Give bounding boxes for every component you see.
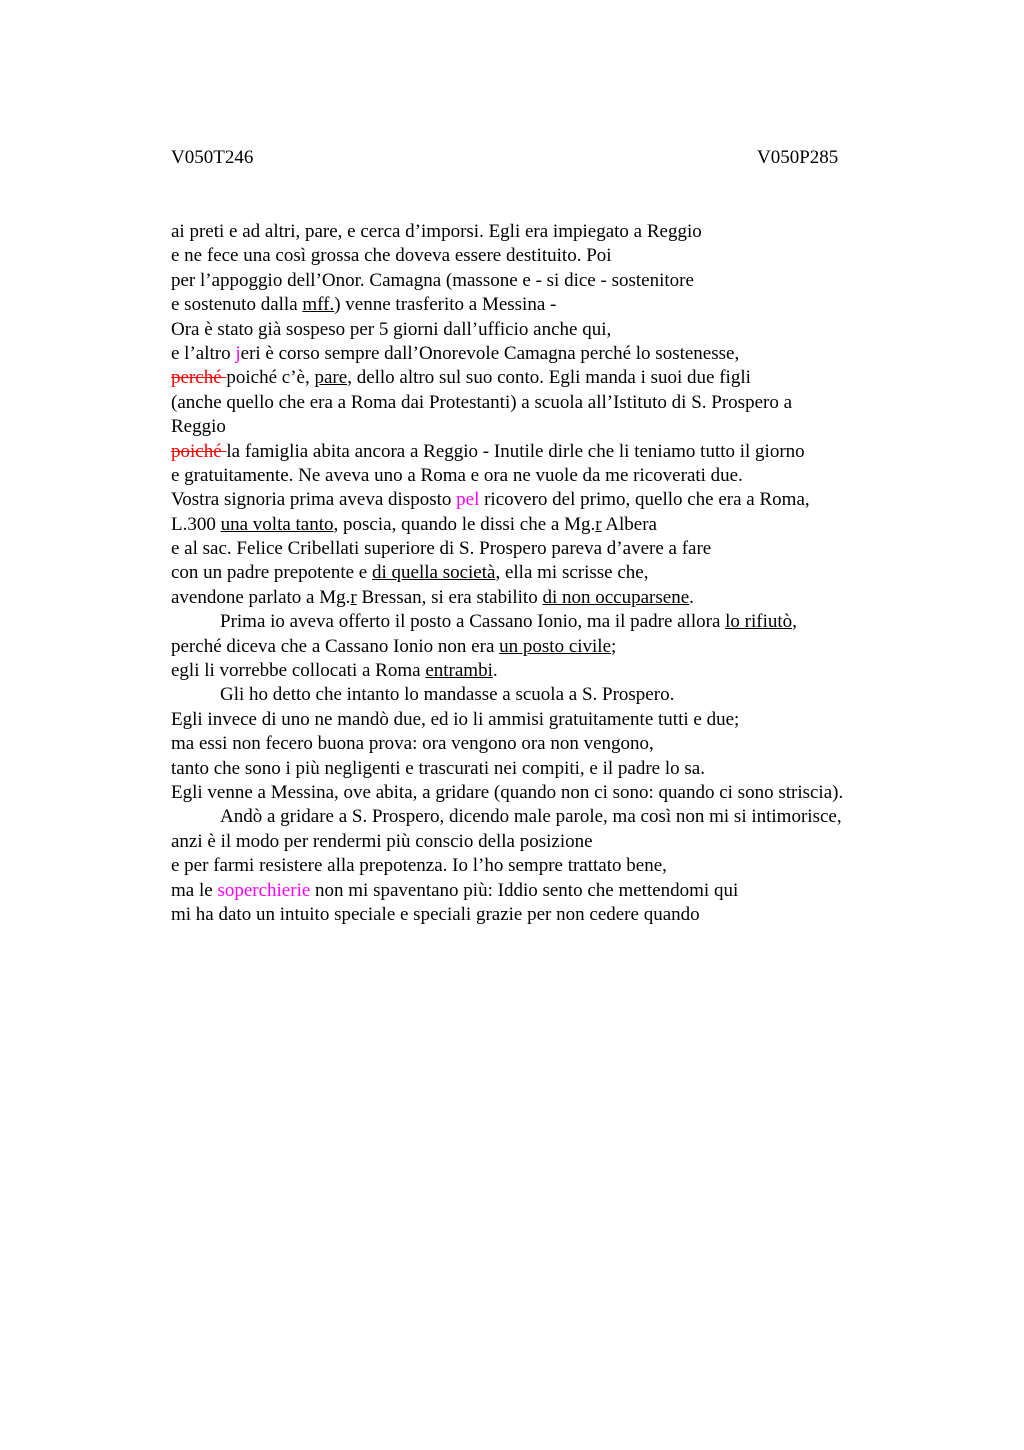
text-segment: Andò a gridare a S. Prospero, dicendo male parole, ma così non mi si intimorisce, <box>220 806 842 828</box>
text-line <box>171 708 1011 732</box>
text-segment: poiché c’è, <box>226 367 315 389</box>
text-segment: e al sac. Felice Cribellati superiore di S. Prospero pareva d’avere a fare <box>171 538 712 560</box>
text-segment: Reggio <box>171 416 226 438</box>
text-segment: avendone parlato a Mg. <box>171 586 351 608</box>
document-code-right: V050P285 <box>757 147 839 168</box>
text-segment: e per farmi resistere alla prepotenza. Io l’ho sempre trattato bene, <box>171 855 667 877</box>
text-line <box>171 391 1011 415</box>
text-line <box>171 757 1011 781</box>
text-line <box>171 269 1011 293</box>
text-segment: , ella mi scrisse che, <box>495 562 649 584</box>
text-segment: Gli ho detto che intanto lo mandasse a scuola a S. Prospero. <box>220 684 675 706</box>
highlighted-text: soperchierie <box>217 879 311 901</box>
text-segment: Egli venne a Messina, ove abita, a gridare (quando non ci sono: quando ci sono striscia). <box>171 781 844 803</box>
text-line <box>171 683 1011 707</box>
underlined-text: di non occuparsene <box>542 586 690 608</box>
text-line <box>171 488 1011 512</box>
underlined-text: r <box>595 513 602 535</box>
text-segment: Albera <box>601 513 657 535</box>
underlined-text: lo rifiutò <box>725 611 793 633</box>
text-segment: (anche quello che era a Roma dai Protestanti) a scuola all’Istituto di S. Prospero a <box>171 391 793 413</box>
text-segment: egli li vorrebbe collocati a Roma <box>171 660 426 682</box>
text-segment: , poscia, quando le dissi che a Mg. <box>333 513 596 535</box>
text-segment: Vostra signoria prima aveva disposto <box>171 489 457 511</box>
text-segment: , dello altro sul suo conto. Egli manda i suoi due figli <box>347 367 751 389</box>
text-segment: e ne fece una così grossa che doveva essere destituito. Poi <box>171 245 612 267</box>
text-segment: Bressan, si era stabilito <box>356 586 543 608</box>
highlighted-text: j <box>235 342 241 364</box>
text-line <box>171 830 1011 854</box>
transcription-body <box>171 220 1011 927</box>
text-line <box>171 318 1011 342</box>
text-line <box>171 879 1011 903</box>
underlined-text: mff. <box>302 294 335 316</box>
text-segment: e sostenuto dalla <box>171 294 303 316</box>
text-line <box>171 781 1011 805</box>
text-line <box>171 805 1011 829</box>
text-line <box>171 903 1011 927</box>
text-segment: ai preti e ad altri, pare, e cerca d’imporsi. Egli era impiegato a Reggio <box>171 221 702 242</box>
text-segment: Prima io aveva offerto il posto a Cassano Ionio, ma il padre allora <box>220 611 726 633</box>
deleted-text: perché <box>171 367 227 389</box>
underlined-text: un posto civile <box>499 635 612 657</box>
text-line <box>171 659 1011 683</box>
text-segment: ; <box>611 635 617 657</box>
text-segment: ma le <box>171 879 218 901</box>
highlighted-text: pel <box>456 489 480 511</box>
text-line <box>171 440 1011 464</box>
text-segment: per l’appoggio dell’Onor. Camagna (massone e - si dice - sostenitore <box>171 269 694 291</box>
text-segment: Egli invece di uno ne mandò due, ed io li ammisi gratuitamente tutti e due; <box>171 708 740 730</box>
document-code-left: V050T246 <box>171 147 254 168</box>
underlined-text: una volta tanto <box>220 513 334 535</box>
text-line <box>171 293 1011 317</box>
text-segment: la famiglia abita ancora a Reggio - Inutile dirle che li teniamo tutto il giorno <box>226 440 805 462</box>
text-segment: ma essi non fecero buona prova: ora vengono ora non vengono, <box>171 733 654 755</box>
text-segment: ricovero del primo, quello che era a Roma, <box>479 489 810 511</box>
text-segment: , <box>792 611 797 633</box>
text-segment: e gratuitamente. Ne aveva uno a Roma e ora ne vuole da me ricoverati due. <box>171 464 743 486</box>
text-line <box>171 342 1011 366</box>
text-segment: mi ha dato un intuito speciale e speciali grazie per non cedere quando <box>171 903 700 925</box>
text-line <box>171 610 1011 634</box>
underlined-text: r <box>350 586 357 608</box>
text-line <box>171 464 1011 488</box>
text-segment: anzi è il modo per rendermi più conscio della posizione <box>171 830 593 852</box>
text-segment: Ora è stato già sospeso per 5 giorni dall’ufficio anche qui, <box>171 318 612 340</box>
text-line <box>171 635 1011 659</box>
text-segment: ) venne trasferito a Messina - <box>334 294 557 316</box>
text-line <box>171 854 1011 878</box>
underlined-text: di quella società <box>372 562 496 584</box>
text-segment: con un padre prepotente e <box>171 562 372 584</box>
text-line <box>171 586 1011 610</box>
text-segment: tanto che sono i più negligenti e trascurati nei compiti, e il padre lo sa. <box>171 757 705 779</box>
text-segment: perché diceva che a Cassano Ionio non era <box>171 635 500 657</box>
text-segment: . <box>492 660 498 682</box>
text-line <box>171 220 1011 244</box>
text-segment: eri è corso sempre dall’Onorevole Camagna perché lo sostenesse, <box>240 342 740 364</box>
text-segment: e l’altro <box>171 342 236 364</box>
text-line <box>171 561 1011 585</box>
text-line <box>171 244 1011 268</box>
deleted-text: poiché <box>171 440 227 462</box>
text-segment: non mi spaventano più: Iddio sento che mettendomi qui <box>310 879 739 901</box>
text-line <box>171 537 1011 561</box>
text-line <box>171 513 1011 537</box>
text-segment: L.300 <box>171 513 221 535</box>
text-line <box>171 732 1011 756</box>
text-segment: . <box>689 586 694 608</box>
underlined-text: pare <box>314 367 348 389</box>
text-line <box>171 415 1011 439</box>
text-line <box>171 366 1011 390</box>
underlined-text: entrambi <box>425 660 493 682</box>
